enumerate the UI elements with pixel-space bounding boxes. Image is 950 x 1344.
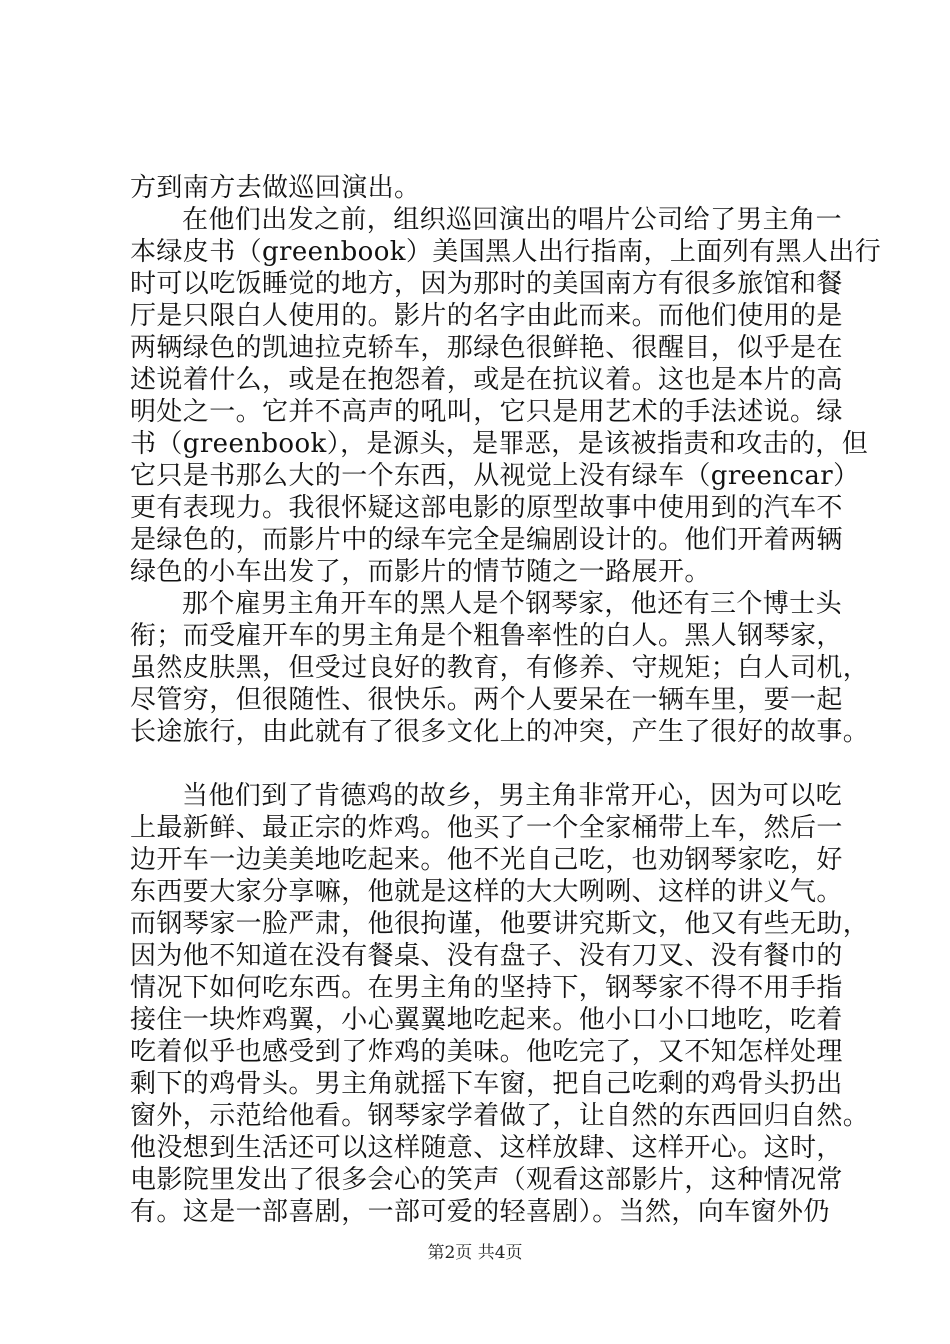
text-line: 东西要大家分享嘛，他就是这样的大大咧咧、这样的讲义气。 xyxy=(130,877,843,907)
text-line: 两辆绿色的凯迪拉克轿车，那绿色很鲜艳、很醒目，似乎是在 xyxy=(130,333,843,363)
text-line: 述说着什么，或是在抱怨着，或是在抗议着。这也是本片的高 xyxy=(130,365,843,395)
text-line: 上最新鲜、最正宗的炸鸡。他买了一个全家桶带上车，然后一 xyxy=(130,813,843,843)
text-line: 虽然皮肤黑，但受过良好的教育，有修养、守规矩；白人司机， xyxy=(130,653,870,683)
text-line: 吃着似乎也感受到了炸鸡的美味。他吃完了，又不知怎样处理 xyxy=(130,1037,843,1067)
text-line: 更有表现力。我很怀疑这部电影的原型故事中使用到的汽车不 xyxy=(130,493,843,523)
text-line: 接住一块炸鸡翼，小心翼翼地吃起来。他小口小口地吃，吃着 xyxy=(130,1005,843,1035)
text-line: 剩下的鸡骨头。男主角就摇下车窗，把自己吃剩的鸡骨头扔出 xyxy=(130,1069,843,1099)
text-line: 书（greenbook），是源头，是罪恶，是该被指责和攻击的，但 xyxy=(130,429,869,459)
text-line: 衔；而受雇开车的男主角是个粗鲁率性的白人。黑人钢琴家， xyxy=(130,621,843,651)
text-line: 而钢琴家一脸严肃，他很拘谨，他要讲究斯文，他又有些无助， xyxy=(130,909,870,939)
text-line: 电影院里发出了很多会心的笑声（观看这部影片，这种情况常 xyxy=(130,1165,843,1195)
text-line: 时可以吃饭睡觉的地方，因为那时的美国南方有很多旅馆和餐 xyxy=(130,269,843,299)
paragraph-first-line: 那个雇男主角开车的黑人是个钢琴家，他还有三个博士头 xyxy=(182,589,843,619)
text-line: 绿色的小车出发了，而影片的情节随之一路展开。 xyxy=(130,557,711,587)
text-line: 情况下如何吃东西。在男主角的坚持下，钢琴家不得不用手指 xyxy=(130,973,843,1003)
text-line: 明处之一。它并不高声的吼叫，它只是用艺术的手法述说。绿 xyxy=(130,397,843,427)
text-line: 窗外，示范给他看。钢琴家学着做了，让自然的东西回归自然。 xyxy=(130,1101,870,1131)
page-number-footer: 第2页 共4页 xyxy=(427,1243,523,1263)
text-line: 长途旅行，由此就有了很多文化上的冲突，产生了很好的故事。 xyxy=(130,717,870,747)
text-line: 是绿色的，而影片中的绿车完全是编剧设计的。他们开着两辆 xyxy=(130,525,843,555)
text-line: 因为他不知道在没有餐桌、没有盘子、没有刀叉、没有餐巾的 xyxy=(130,941,843,971)
text-line: 它只是书那么大的一个东西，从视觉上没有绿车（greencar） xyxy=(130,461,860,491)
text-line: 有。这是一部喜剧，一部可爱的轻喜剧）。当然，向车窗外仍 xyxy=(130,1197,830,1227)
text-line: 厅是只限白人使用的。影片的名字由此而来。而他们使用的是 xyxy=(130,301,843,331)
paragraph-first-line: 当他们到了肯德鸡的故乡，男主角非常开心，因为可以吃 xyxy=(182,781,843,811)
text-line: 他没想到生活还可以这样随意、这样放肆、这样开心。这时， xyxy=(130,1133,843,1163)
text-line: 边开车一边美美地吃起来。他不光自己吃，也劝钢琴家吃，好 xyxy=(130,845,843,875)
text-line: 尽管穷，但很随性、很快乐。两个人要呆在一辆车里，要一起 xyxy=(130,685,843,715)
text-line: 方到南方去做巡回演出。 xyxy=(130,173,421,203)
text-line: 本绿皮书（greenbook）美国黑人出行指南，上面列有黑人出行 xyxy=(130,237,882,267)
paragraph-first-line: 在他们出发之前，组织巡回演出的唱片公司给了男主角一 xyxy=(182,205,843,235)
